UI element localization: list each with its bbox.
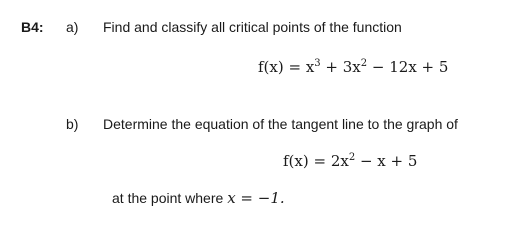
part-b-label: b)	[66, 116, 79, 132]
part-b-prompt: Determine the equation of the tangent line to the graph of	[103, 116, 458, 132]
part-a-equation	[258, 58, 448, 76]
part-a-equation-exp1: 3	[314, 58, 321, 69]
part-a-equation-lhs: f(x) = x	[258, 58, 315, 76]
part-a-prompt: Find and classify all critical points of the function	[103, 19, 402, 35]
part-a-equation-mid1: + 3x	[320, 58, 361, 76]
part-a-equation-exp2: 2	[360, 58, 368, 69]
part-b-condition-math: x = −1.	[227, 189, 285, 207]
part-b-equation-lhs: f(x) = 2x	[283, 152, 349, 170]
part-b-equation-rest: − x + 5	[355, 152, 418, 170]
part-b-condition-text: at the point where	[112, 190, 228, 206]
problem-number: B4:	[21, 19, 44, 35]
part-a-equation-rest: − 12x + 5	[367, 58, 449, 76]
part-b-equation	[283, 152, 417, 170]
part-b-condition	[112, 189, 285, 208]
part-a-label: a)	[66, 19, 79, 35]
part-b-equation-exp1: 2	[348, 152, 356, 163]
